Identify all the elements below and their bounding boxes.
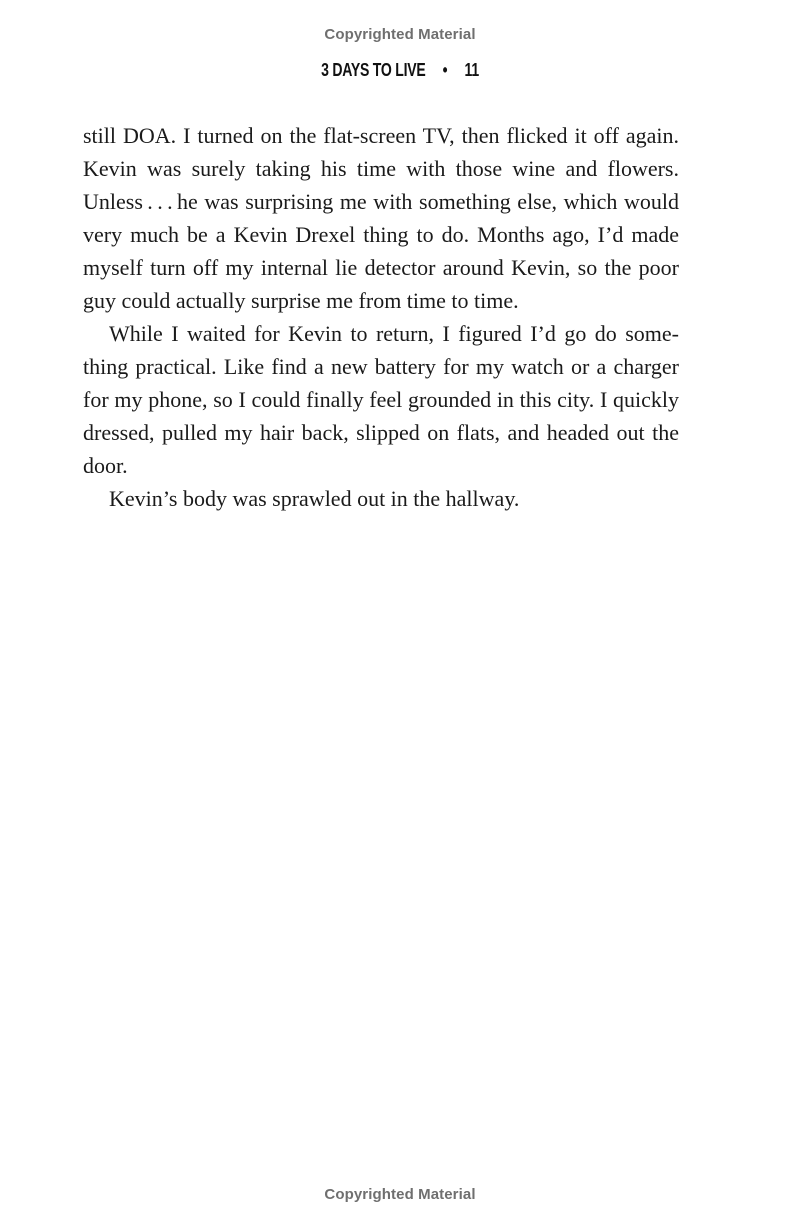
paragraph: Kevin’s body was sprawled out in the hallway. bbox=[109, 486, 520, 511]
copyright-watermark-bottom: Copyrighted Material bbox=[324, 1186, 476, 1203]
header-separator: • bbox=[442, 60, 448, 80]
copyright-watermark-top: Copyrighted Material bbox=[324, 26, 476, 43]
running-header bbox=[88, 60, 712, 81]
book-title: 3 DAYS TO LIVE bbox=[321, 60, 426, 80]
paragraph-continued: still DOA. I turned on the flat-screen TV, then flicked it off again. Kevin was surely taking his time with those wine and flowers. Unless . . . he was surprising me with something else, which would very much be a Kevin Drexel thing to do. Months ago, I’d made myself turn off my internal lie detector around Kevin, so the poor guy could actually surprise me from time to time. bbox=[83, 123, 679, 313]
paragraph: While I waited for Kevin to return, I figured I’d go do something practical. Like find a new battery for my watch or a charger for my phone, so I could finally feel grounded in this city. I quickly dressed, pulled my hair back, slipped on flats, and headed out the door. bbox=[83, 321, 679, 478]
page-number: 11 bbox=[464, 60, 479, 80]
page-body-text bbox=[83, 119, 679, 515]
